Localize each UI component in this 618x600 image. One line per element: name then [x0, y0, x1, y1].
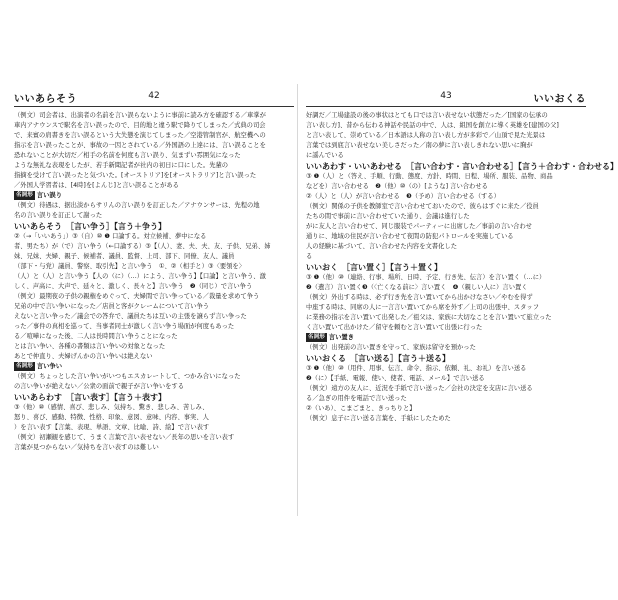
- right-running-head: [306, 90, 586, 107]
- noun-form-line: [14, 191, 294, 201]
- entry-text-line: ）を言い表す【言葉、表現、単語、文章、比喩、詩、絵】で言い表す: [14, 424, 210, 431]
- entry-text-line: がに友人と言い合わせて、同じ服装でパーティーに出席した／事前の言い合わせ: [306, 223, 533, 230]
- entry-text-line: ③ ❶（人）と（答え、手順、行動、態度、方針、時間、日程、場所、服装、品物、商品: [306, 173, 553, 180]
- entry-text-line: （例文）最期夜の子供の親権をめぐって、夫婦間で言い争っている／裁量を求めて争う: [14, 293, 260, 300]
- entry-text-line: ❷（遺言）言い置く❸（〈亡くなる前に〉言い置く ❹（親しい人に）言い置く: [306, 284, 528, 291]
- noun-form-line: [306, 333, 586, 343]
- entry-text-line: 好調だ／工場建設の後の事状はとても口では言い表せない状態だった／[国家の伝承の: [306, 112, 548, 119]
- right-page-body: [306, 111, 618, 424]
- entry-text-line: 指摘を受けて言い誤ったと気づいた。[オーストリア]を[オーストラリア]と言い誤った: [14, 172, 257, 179]
- entry-text-line: ③ ❶（他）⑩（連絡、行事、場所、日時、予定、行き先、伝言）を言い置く（…に）: [306, 274, 546, 281]
- entry-text-line: 指示を言い誤ったことが、事故の一因とされている／外国語の上達には、言い誤ることを: [14, 142, 266, 149]
- entry-text-line: 怒り、喜び、感動、特徴、性格、印象、意図、意味、内容、事実、人: [14, 414, 209, 421]
- entry-text-line: （例文）司会者は、出演者の名前を言い誤らないように事前に読み方を確認する／車掌が: [14, 112, 266, 119]
- entry-text-line: ③ ❶（他）⑩（用件、用事、伝言、命令、指示、依頼、礼、お礼）を言い送る: [306, 365, 527, 372]
- entry-text-line: 中座する時は、同席の人に一言言い置いてから席を外す／上司の出張中、スタッフ: [306, 304, 539, 311]
- entry-text-line: （例文）遠方の友人に、近況を手紙で言い送った／会社の決定を支店に言い送る: [306, 385, 533, 392]
- entry-headword: いいあらわす ［言い表す］【言う＋表す】: [14, 393, 166, 402]
- entry-text-line: 人の経験に基づいて、言い合わせた内容を文書化した: [306, 243, 457, 250]
- entry-headword: いいあらそう ［言い争う］【言う＋争う】: [14, 222, 166, 231]
- entry-text-line: 通りに、地域の住民が言い合わせて夜間の防犯パトロールを実施している: [306, 233, 514, 240]
- entry-text-line: と言い表して、崇めている／日本語は人称の言い表し方が多彩で／山頂で見た光景は: [306, 132, 546, 139]
- entry-text-line: （人）と（人）と言い争う【人の（に）（…）によう、言い争う】【口論】と言い争う、激: [14, 273, 266, 280]
- page-number: 43: [440, 91, 452, 101]
- entry-text-line: 言い表し方]、昔から伝わる神話や民話の中で、人は、組国を創立に導く英雄を[建国の父]: [306, 122, 559, 129]
- entry-text-line: で、来賓の肩書きを言い誤るという大失態を演じてしまった／空港管制官が、航空機への: [14, 132, 266, 139]
- entry-text-line: 言葉では到底言い表せない美しさだった／南の夢に言い表しきれない思いに胸が: [306, 142, 533, 149]
- left-page: [14, 90, 294, 510]
- running-head-word: いいあらそう: [14, 94, 77, 105]
- entry-text-line: 兄弟の中で言い争いになった／店員と客がクレームについて言い争う: [14, 303, 210, 310]
- entry-text-line: あとで仲直り、夫婦げんかの言い争いは絶えない: [14, 353, 153, 360]
- entry-text-line: （例文）外出する時は、必ず行き先を言い置いてから出かけなさい／やむを得ず: [306, 294, 533, 301]
- entry-text-line: く言い置いて出かけた／留守を頼むと言い置いて出張に行った: [306, 324, 483, 331]
- entry-text-line: る／急ぎの用件を電話で言い送った: [306, 395, 407, 402]
- entry-text-line: に謡んでいる: [306, 152, 344, 159]
- entry-text-line: （例文）出発前の言い置きを守って、家族は留守を預かった: [306, 344, 476, 351]
- entry-text-line: る: [306, 253, 313, 260]
- noun-form-text: 言い置き: [328, 334, 354, 341]
- left-running-head: [14, 90, 294, 107]
- left-page-body: [14, 111, 294, 453]
- entry-text-line: などを）言い合わせる ❷（他）⑩（の）[ような] 言い合わせる: [306, 183, 488, 190]
- entry-text-line: 妹、兄妹、夫婦、親子、候補者、議員、監督、上司、部下、同僚、友人、議員: [14, 253, 235, 260]
- entry-text-line: に業務の指示を言い置いて出発した／祖父は、家族に大切なことを言い置いて旅立った: [306, 314, 552, 321]
- noun-form-line: [14, 362, 294, 372]
- entry-text-line: ③（他）⑩（感情、喜び、悲しみ、気持ち、驚き、悲しみ、苦しみ、: [14, 404, 209, 411]
- entry-text-line: ❷（に）【手紙、電報、使い、使者、電話、メール】で言い送る: [306, 375, 485, 382]
- entry-text-line: 者、男たち）が（で）言い争う（←口論する）③【（人）、妻、夫、夫、友、子供、兄弟、姉: [14, 243, 271, 250]
- noun-form-tag: 名詞形: [16, 363, 33, 369]
- entry-text-line: （例文）ちょっとした言い争いがいつもエスカレートして、つかみ合いになった: [14, 373, 241, 380]
- noun-form-text: 言い争い: [36, 363, 62, 370]
- noun-form-text: 言い誤り: [36, 192, 62, 199]
- entry-text-line: 恐れないことが大切だ／相手の名前を何度も言い誤り、気まずい雰囲気になった: [14, 152, 241, 159]
- entry-text-line: の言い争いが絶えない／公衆の面前で親子が言い争いをする: [14, 383, 185, 390]
- entry-text-line: った／事件の真相を巡って、当事者同士が激しく言い争う場面が何度もあった: [14, 323, 235, 330]
- entry-text-line: たちの間で事前に言い合わせていた通り、会議は進行した: [306, 213, 470, 220]
- entry-text-line: （部下・与党）議員、警察、取引先】と言い争う ①、②（相手と）③〈要領を〉: [14, 263, 246, 270]
- entry-text-line: えないと言い争った／議会での答弁で、議員たちは互いの主張を譲らず言い争った: [14, 313, 247, 320]
- entry-text-line: ②（→「いいあう」）③（自）⑩ ❶ 口論する。対立候補、夢中になる: [14, 233, 207, 240]
- entry-text-line: （例文）関係の子供を教師室で言い合わせておいたので、彼らはすぐに来た／役員: [306, 203, 539, 210]
- entry-text-line: ／外国人学習者は、[4時]を[よんじ]と言い誤ることがある: [14, 182, 179, 189]
- entry-text-line: （例文）初瀬観を感じて、うまく言葉で言い表せない／長年の思いを言い表す: [14, 434, 235, 441]
- noun-form-tag: 名詞形: [16, 192, 33, 198]
- entry-text-line: 言葉が見つからない／気持ちを言い表すのは難しい: [14, 444, 159, 451]
- entry-text-line: ②（人）と（人）が言い合わせる ❸（予め）言い合わせる（する）: [306, 193, 500, 200]
- entry-headword: いいおくる ［言い送る］【言う＋送る】: [306, 354, 450, 363]
- entry-text-line: 車内アナウンスで駅名を言い誤ったので、目的地と違う駅で降りてしまった／式典の司会: [14, 122, 266, 129]
- entry-text-line: 名の言い誤りを訂正して謝った: [14, 212, 103, 219]
- entry-text-line: しく、声高に、大声で、延々と、激しく、長々と】言い争う ❷（同じ）で言い争う: [14, 283, 253, 290]
- page-number: 42: [148, 91, 160, 101]
- entry-text-line: （例文）待遇は、据出淡からサリんの言い誤りを訂正した／アナウンサーは、先程の地: [14, 202, 260, 209]
- entry-text-line: る／喧嘩になった後、二人は長時間言い争うことになった: [14, 333, 178, 340]
- noun-form-tag: 名詞形: [308, 334, 325, 340]
- right-page: [306, 90, 618, 510]
- entry-text-line: ②（いあ）、こまごまと、きっちりと】: [306, 405, 416, 412]
- entry-headword: いいあわす・いいあわせる ［言い合わす・言い合わせる］【言う＋合わす・合わせる】: [306, 162, 618, 171]
- entry-text-line: とは言い争い、各種の書類は言い争いの対象となった: [14, 343, 166, 350]
- entry-text-line: ような無礼な表現をしたが、若手新聞記者が社内の初日に口にした。先輩の: [14, 162, 229, 169]
- running-head-word: いいおくる: [533, 94, 586, 105]
- page-gutter: [297, 84, 298, 516]
- entry-headword: いいおく ［言い置く］【言う＋置く】: [306, 263, 442, 272]
- entry-text-line: （例文）息子に言い送る言葉を、手紙にしたためた: [306, 415, 451, 422]
